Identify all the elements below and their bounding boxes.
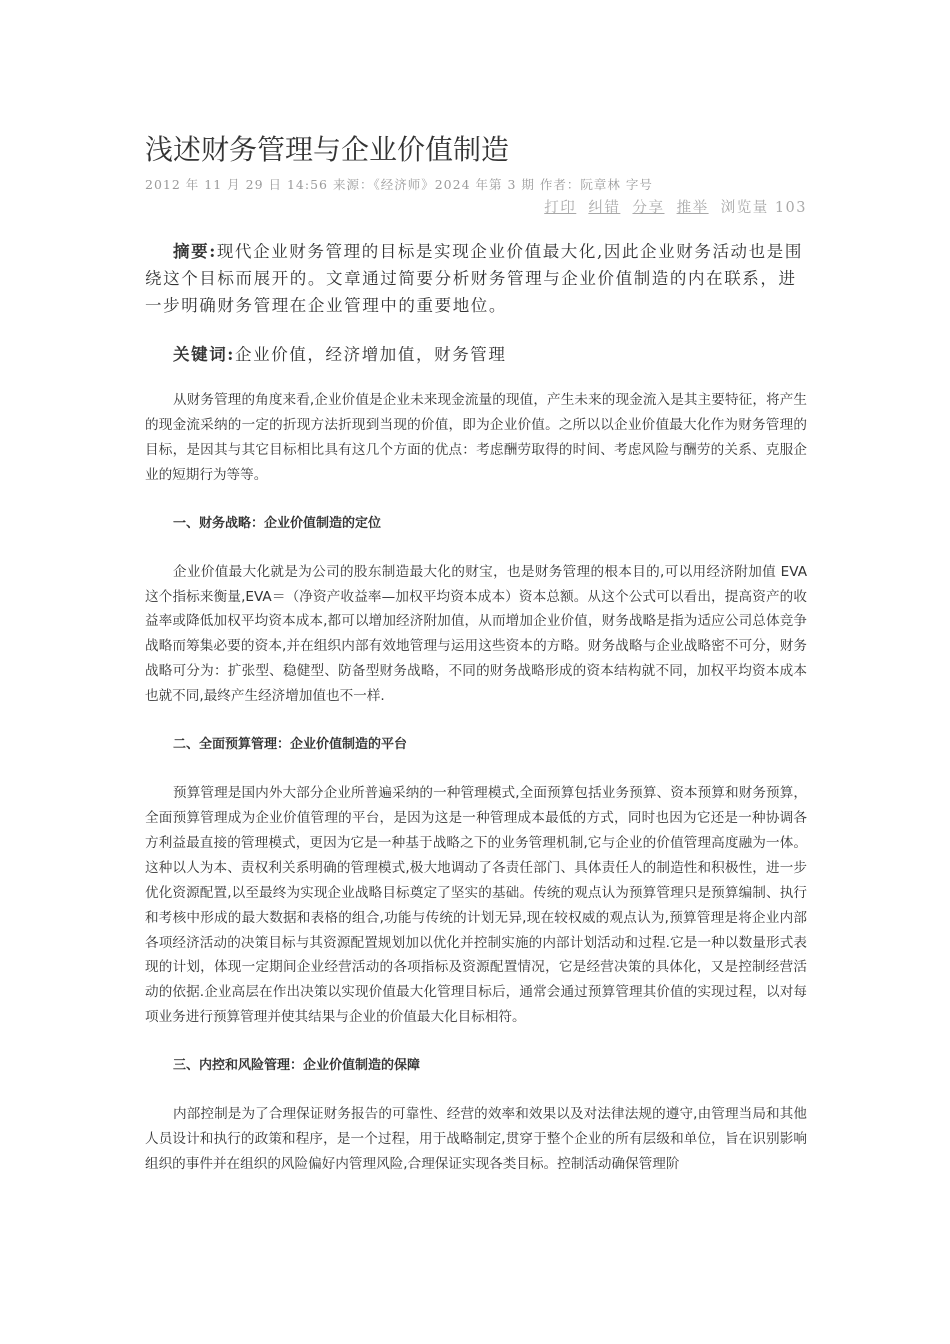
article-title: 浅述财务管理与企业价值制造: [145, 133, 510, 166]
intro-paragraph: 从财务管理的角度来看,企业价值是企业未来现金流量的现值，产生未来的现金流入是其主要特征，将产生的现金流采纳的一定的折现方法折现到当现的价值，即为企业价值。之所以以企业价值最大化作为财务管理的目标，是因其与其它目标相比具有这几个方面的优点：考虑酬劳取得的时间、考虑风险与酬劳的关系、克服企业的短期行为等等。: [145, 392, 807, 483]
section-paragraph: 内部控制是为了合理保证财务报告的可靠性、经营的效率和效果以及对法律法规的遵守,由管理当局和其他人员设计和执行的政策和程序，是一个过程，用于战略制定,贯穿于整个企业的所有层级和单位，旨在识别影响组织的事件并在组织的风险偏好内管理风险,合理保证实现各类目标。控制活动确保管理阶: [145, 1106, 807, 1172]
abstract-label: 摘要:: [173, 242, 217, 261]
views-counter: [721, 200, 807, 216]
abstract-text: 现代企业财务管理的目标是实现企业价值最大化,因此企业财务活动也是围绕这个目标而展开的。文章通过简要分析财务管理与企业价值制造的内在联系，进一步明确财务管理在企业管理中的重要地位。: [145, 242, 803, 315]
print-link[interactable]: 打印: [544, 200, 577, 216]
abstract: [145, 238, 807, 319]
keywords-text: 企业价值，经济增加值，财务管理: [235, 345, 507, 364]
views-count: 103: [774, 200, 807, 216]
section-heading: 一、财务战略：企业价值制造的定位: [173, 515, 382, 531]
correct-link[interactable]: 纠错: [588, 200, 621, 216]
article: [145, 130, 807, 1177]
section-heading: 二、全面预算管理：企业价值制造的平台: [173, 737, 408, 753]
recommend-link[interactable]: 推举: [676, 200, 709, 216]
views-label: 浏览量: [720, 200, 769, 216]
share-link[interactable]: 分享: [632, 200, 665, 216]
section-paragraph: 预算管理是国内外大部分企业所普遍采纳的一种管理模式,全面预算包括业务预算、资本预算和财务预算，全面预算管理成为企业价值管理的平台，是因为这是一种管理成本最低的方式，同时也因为它还是一种协调各方利益最直接的管理模式，更因为它是一种基于战略之下的业务管理机制,它与企业的价值管理高度融为一体。这种以人为本、责权利关系明确的管理模式,极大地调动了各责任部门、具体责任人的制造性和积极性，进一步优化资源配置,以至最终为实现企业战略目标奠定了坚实的基础。传统的观点认为预算管理只是预算编制、执行和考核中形成的最大数据和表格的组合,功能与传统的计划无异,现在较权威的观点认为,预算管理是将企业内部各项经济活动的决策目标与其资源配置规划加以优化并控制实施的内部计划活动和过程.它是一种以数量形式表现的计划，体现一定期间企业经营活动的各项指标及资源配置情况，它是经营决策的具体化，又是控制经营活动的依据.企业高层在作出决策以实现价值最大化管理目标后，通常会通过预算管理其价值的实现过程，以对每项业务进行预算管理并使其结果与企业的价值最大化目标相符。: [145, 785, 807, 1026]
keywords-label: 关键词:: [173, 345, 235, 364]
section-paragraph: 企业价值最大化就是为公司的股东制造最大化的财宝，也是财务管理的根本目的,可以用经济附加值 EVA 这个指标来衡量,EVA＝（净资产收益率—加权平均资本成本）资本总额。从这个公式可以看出，提高资产的收益率或降低加权平均资本成本,都可以增加经济附加值，从而增加企业价值，财务战略是指为适应公司总体竞争战略而筹集必要的资本,并在组织内部有效地管理与运用这些资本的方略。财务战略与企业战略密不可分，财务战略可分为：扩张型、稳健型、防备型财务战略，不同的财务战略形成的资本结构就不同，加权平均资本成本也就不同,最终产生经济增加值也不一样.: [145, 563, 807, 705]
section-heading: 三、内控和风险管理：企业价值制造的保障: [173, 1058, 421, 1074]
keywords: [145, 341, 807, 368]
article-meta: 2012 年 11 月 29 日 14:56 来源：《经济师》2024 年第 3 期 作者：阮章林 字号: [145, 177, 653, 192]
article-actions: [145, 198, 807, 218]
